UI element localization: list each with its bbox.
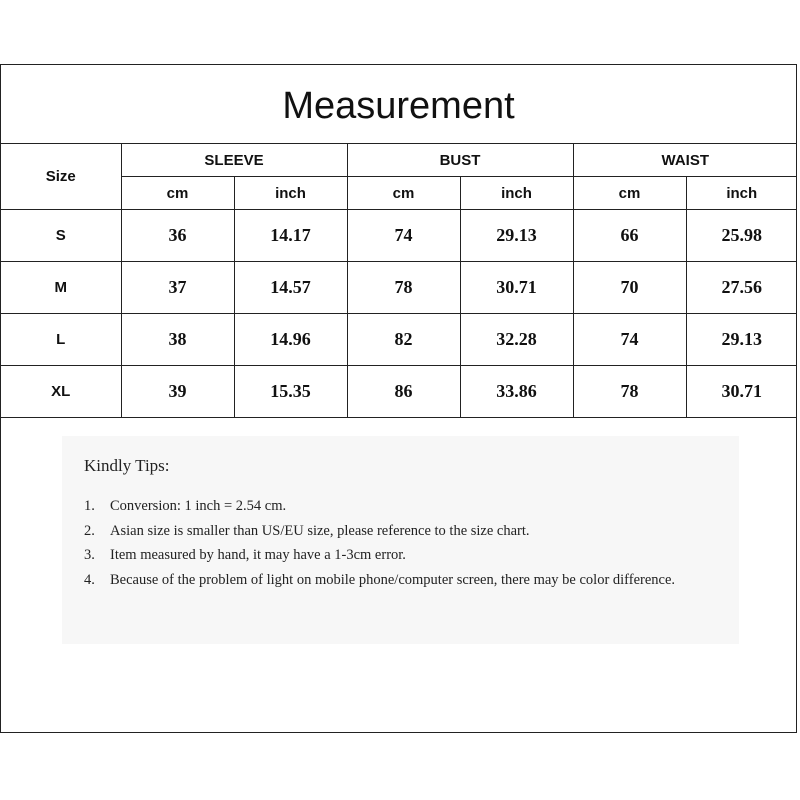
size-label: L bbox=[1, 314, 121, 366]
table-cell: 39 bbox=[121, 366, 234, 418]
unit-header: cm bbox=[347, 177, 460, 210]
table-cell: 27.56 bbox=[686, 262, 797, 314]
table-cell: 74 bbox=[573, 314, 686, 366]
page-title: Measurement bbox=[282, 84, 515, 127]
tip-number: 2. bbox=[84, 522, 95, 539]
table-cell: 78 bbox=[573, 366, 686, 418]
table-cell: 74 bbox=[347, 210, 460, 262]
table-cell: 30.71 bbox=[686, 366, 797, 418]
list-item bbox=[84, 494, 704, 519]
table-cell: 82 bbox=[347, 314, 460, 366]
unit-header: inch bbox=[686, 177, 797, 210]
table-cell: 14.96 bbox=[234, 314, 347, 366]
table-row bbox=[1, 262, 797, 314]
table-cell: 36 bbox=[121, 210, 234, 262]
unit-header: inch bbox=[234, 177, 347, 210]
size-column-header: Size bbox=[1, 144, 121, 210]
tips-title: Kindly Tips: bbox=[84, 456, 170, 475]
table-cell: 78 bbox=[347, 262, 460, 314]
tip-number: 4. bbox=[84, 571, 95, 588]
size-table bbox=[1, 144, 797, 418]
table-cell: 29.13 bbox=[460, 210, 573, 262]
group-header-row bbox=[1, 144, 797, 177]
table-row bbox=[1, 366, 797, 418]
tip-number: 3. bbox=[84, 547, 95, 563]
table-cell: 25.98 bbox=[686, 210, 797, 262]
table-cell: 66 bbox=[573, 210, 686, 262]
unit-header: inch bbox=[460, 177, 573, 210]
table-row bbox=[1, 210, 797, 262]
table-cell: 37 bbox=[121, 262, 234, 314]
table-row bbox=[1, 314, 797, 366]
waist-group-header: WAIST bbox=[573, 144, 797, 177]
tip-text: Because of the problem of light on mobile phone/computer screen, there may be color difference. bbox=[110, 571, 676, 588]
table-cell: 14.17 bbox=[234, 210, 347, 262]
table-cell: 15.35 bbox=[234, 366, 347, 418]
title-row bbox=[1, 65, 796, 144]
tip-text: Conversion: 1 inch = 2.54 cm. bbox=[110, 498, 287, 514]
table-cell: 86 bbox=[347, 366, 460, 418]
kindly-tips-box bbox=[62, 436, 739, 644]
unit-header: cm bbox=[121, 177, 234, 210]
unit-header-row bbox=[1, 177, 797, 210]
table-cell: 33.86 bbox=[460, 366, 573, 418]
table-cell: 70 bbox=[573, 262, 686, 314]
tip-text: Item measured by hand, it may have a 1-3cm error. bbox=[110, 547, 406, 563]
tips-list bbox=[84, 494, 704, 592]
bust-group-header: BUST bbox=[347, 144, 573, 177]
table-cell: 32.28 bbox=[460, 314, 573, 366]
tip-number: 1. bbox=[84, 498, 95, 514]
list-item bbox=[84, 568, 704, 593]
list-item bbox=[84, 543, 704, 568]
table-cell: 30.71 bbox=[460, 262, 573, 314]
size-label: S bbox=[1, 210, 121, 262]
list-item bbox=[84, 519, 704, 544]
table-cell: 38 bbox=[121, 314, 234, 366]
size-label: M bbox=[1, 262, 121, 314]
table-cell: 14.57 bbox=[234, 262, 347, 314]
unit-header: cm bbox=[573, 177, 686, 210]
size-label: XL bbox=[1, 366, 121, 418]
tip-text: Asian size is smaller than US/EU size, please reference to the size chart. bbox=[110, 522, 530, 539]
table-cell: 29.13 bbox=[686, 314, 797, 366]
sleeve-group-header: SLEEVE bbox=[121, 144, 347, 177]
